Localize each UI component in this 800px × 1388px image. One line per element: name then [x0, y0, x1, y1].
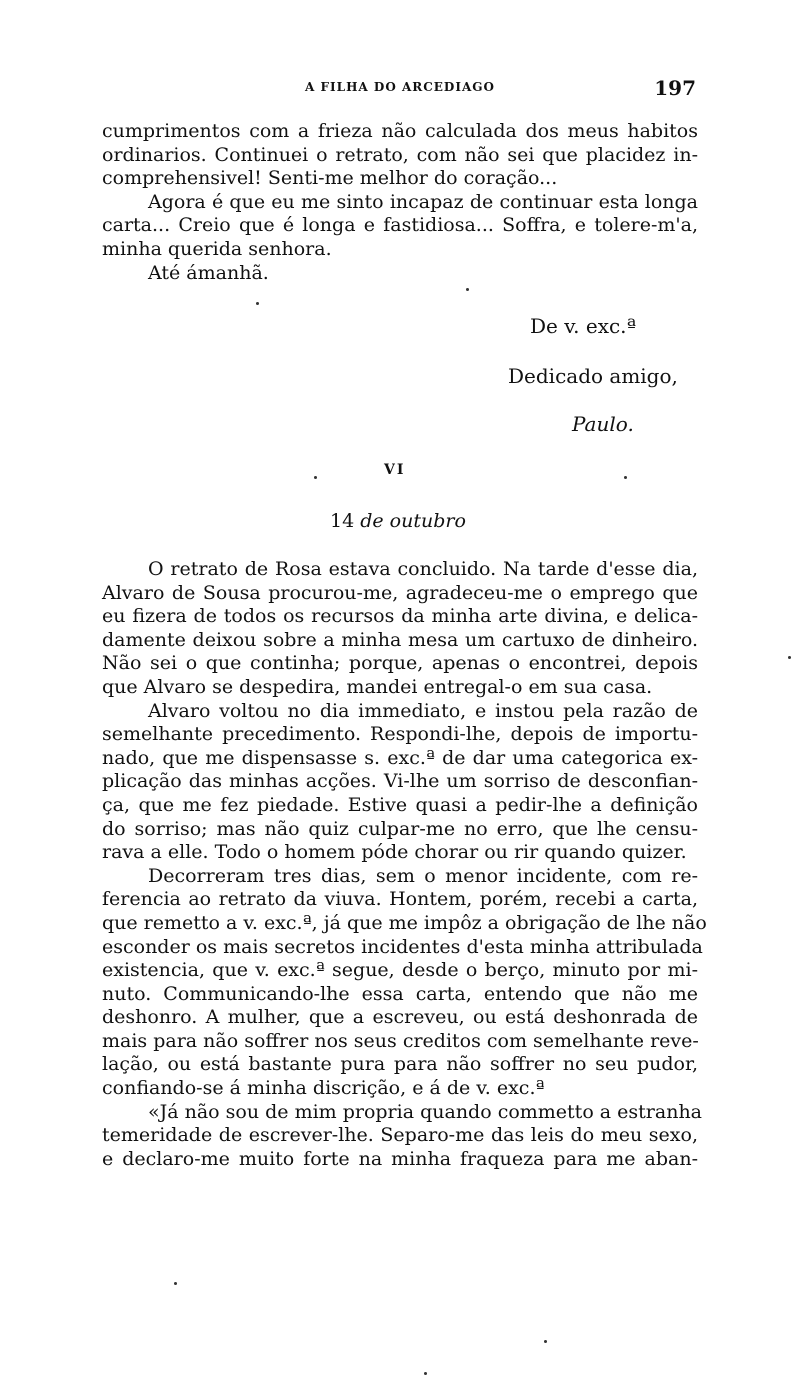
text-line: temeridade de escrever-lhe. Separo-me das leis do meu sexo,	[102, 1124, 698, 1147]
text-line: confiando-se á minha discrição, e á de v. exc.ª	[102, 1077, 545, 1100]
text-line: do sorriso; mas não quiz culpar-me no erro, que lhe censu-	[102, 817, 698, 840]
running-title: A FILHA DO ARCEDIAGO	[305, 80, 495, 94]
page-number: 197	[654, 76, 696, 100]
date-heading	[330, 510, 466, 532]
text-line: O retrato de Rosa estava concluido. Na tarde d'esse dia,	[148, 558, 698, 580]
scan-speck	[314, 476, 317, 479]
text-line: Decorreram tres dias, sem o menor incidente, com re-	[148, 864, 698, 887]
text-line: minha querida senhora.	[102, 237, 332, 260]
scan-speck	[544, 1340, 547, 1343]
scan-speck	[424, 1372, 427, 1375]
text-line: «Já não sou de mim propria quando commetto a estranha	[148, 1100, 703, 1123]
text-line: que Alvaro se despedira, mandei entregal-o em sua casa.	[102, 675, 653, 698]
text-line: Alvaro voltou no dia immediato, e instou pela razão de	[148, 699, 698, 722]
scan-speck	[788, 656, 791, 659]
text-line: mais para não soffrer nos seus creditos com semelhante reve-	[102, 1029, 699, 1052]
text-line: Até ámanhã.	[148, 261, 269, 284]
scan-speck	[466, 288, 469, 291]
date-month: de outubro	[360, 510, 466, 532]
text-line: comprehensivel! Senti-me melhor do coração...	[102, 167, 558, 190]
signature-name: Paulo.	[572, 412, 634, 436]
text-line: eu fizera de todos os recursos da minha arte divina, e delica-	[102, 605, 698, 628]
text-line: plicação das minhas acções. Vi-lhe um sorriso de desconfian-	[102, 770, 698, 793]
scan-speck	[174, 1282, 177, 1285]
text-line: cumprimentos com a frieza não calculada dos meus habitos	[102, 120, 698, 142]
text-line: existencia, que v. exc.ª segue, desde o berço, minuto por mi-	[102, 959, 698, 982]
text-line: semelhante precedimento. Respondi-lhe, depois de importu-	[102, 723, 698, 746]
letter-ending	[102, 120, 698, 285]
text-line: damente deixou sobre a minha mesa um cartuxo de dinheiro.	[102, 628, 698, 651]
text-line: rava a elle. Todo o homem póde chorar ou rir quando quizer.	[102, 841, 687, 864]
text-line: ferencia ao retrato da viuva. Hontem, porém, recebi a carta,	[102, 888, 698, 911]
text-line: lação, ou está bastante pura para não soffrer no seu pudor,	[102, 1053, 698, 1076]
text-line: nado, que me dispensasse s. exc.ª de dar uma categorica ex-	[102, 746, 698, 769]
text-line: Agora é que eu me sinto incapaz de continuar esta longa	[148, 190, 698, 213]
running-head	[100, 76, 700, 104]
text-line: carta... Creio que é longa e fastidiosa... Soffra, e tolere-m'a,	[102, 214, 698, 237]
text-line: esconder os mais secretos incidentes d'esta minha attribulada	[102, 935, 703, 958]
body-text	[102, 558, 707, 1171]
signature-closing: Dedicado amigo,	[508, 364, 678, 388]
date-day: 14	[330, 510, 355, 532]
scan-speck	[624, 476, 627, 479]
text-line: nuto. Communicando-lhe essa carta, entendo que não me	[102, 982, 698, 1005]
section-number: VI	[384, 462, 406, 478]
text-line: deshonro. A mulher, que a escreveu, ou está deshonrada de	[102, 1006, 698, 1029]
text-line: ça, que me fez piedade. Estive quasi a pedir-lhe a definição	[102, 793, 698, 816]
signature-salutation: De v. exc.ª	[530, 314, 637, 338]
text-line: que remetto a v. exc.ª, já que me impôz a obrigação de lhe não	[102, 911, 707, 934]
scan-speck	[256, 302, 259, 305]
text-line: Não sei o que continha; porque, apenas o encontrei, depois	[102, 652, 698, 675]
text-line: ordinarios. Continuei o retrato, com não sei que placidez in-	[102, 143, 698, 166]
text-line: e declaro-me muito forte na minha fraqueza para me aban-	[102, 1147, 698, 1170]
text-line: Alvaro de Sousa procurou-me, agradeceu-me o emprego que	[102, 581, 698, 604]
